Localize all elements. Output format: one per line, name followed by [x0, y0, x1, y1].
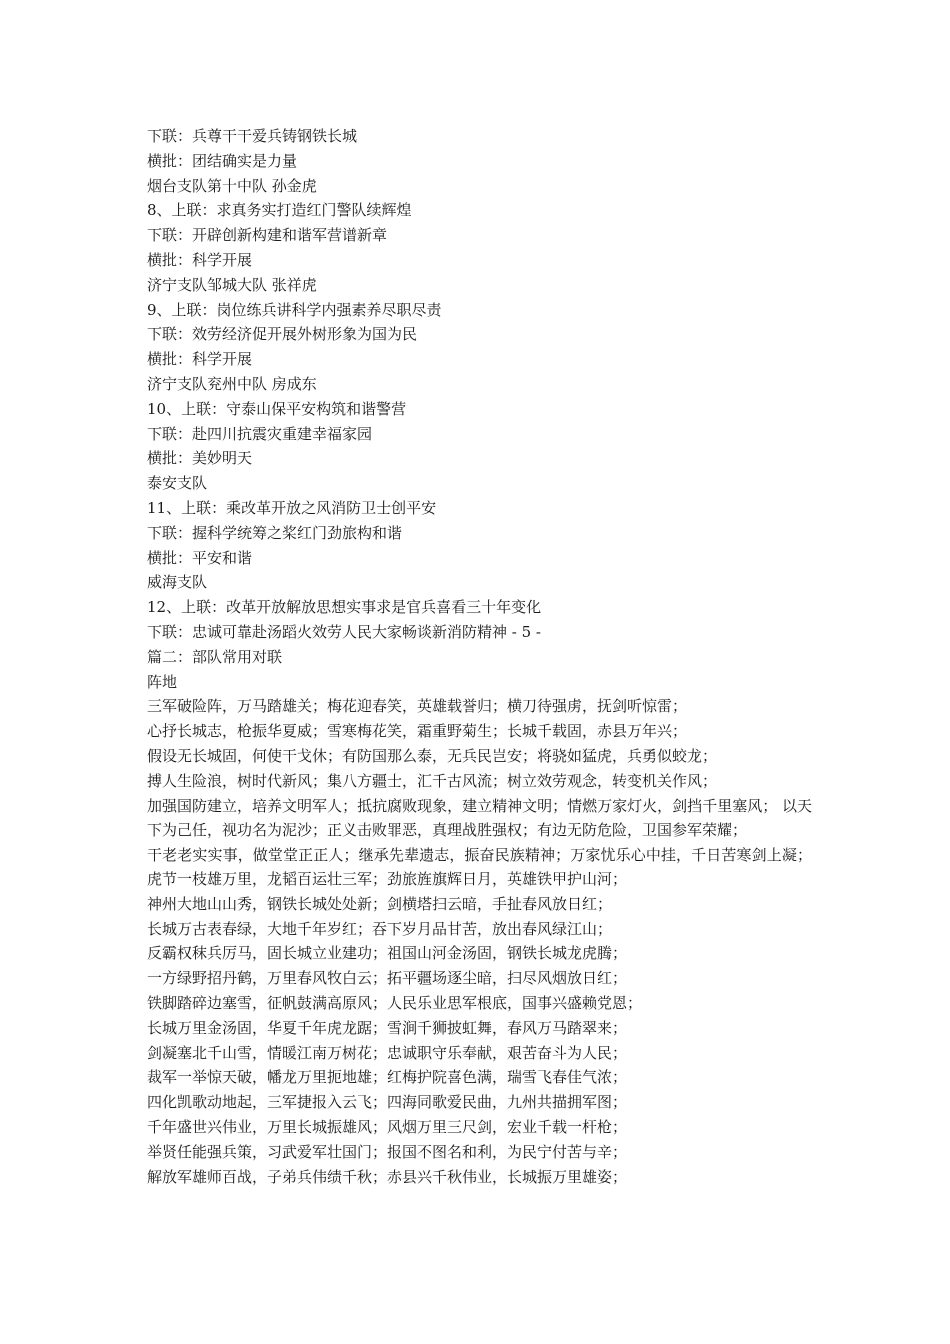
paragraph-2: 干老老实实事，做堂堂正正人；继承先辈遗志，振奋民族精神；万家忧乐心中挂，千日苦寒剑上凝； 虎节一枝雄万里，龙韬百运壮三军；劲旅旌旗辉日月，英雄铁甲护山河； [147, 845, 812, 889]
text-line: 横批：团结确实是力量 [147, 151, 298, 170]
text-line: 解放军雄师百战，子弟兵伟绩千秋；赤县兴千秋伟业，长城振万里雄姿； [147, 1167, 628, 1186]
text-line: 四化凯歌动地起，三军捷报入云飞；四海同歌爱民曲，九州共描拥军图； [147, 1093, 628, 1112]
text-line: 下联：握科学统筹之桨红门劲旅构和谐 [147, 523, 403, 542]
text-line: 举贤任能强兵策，习武爱军壮国门；报国不图名和利，为民宁付苦与辛； [147, 1142, 628, 1161]
text-line: 下联：开辟创新构建和谐军营谱新章 [147, 226, 388, 245]
text-line: 一方绿野招丹鹤，万里春风牧白云；拓平疆场逐尘暗，扫尽风烟放日红； [147, 969, 628, 988]
text-line: 12、上联：改革开放解放思想实事求是官兵喜看三十年变化 [147, 598, 542, 617]
paragraph-1: 加强国防建立，培养文明军人；抵抗腐败现象，建立精神文明；情燃万家灯火，剑挡千里塞风； 以天下为己任，视功名为泥沙；正义击败罪恶，真理战胜强权；有边无防危险，卫国参军荣耀； [147, 796, 812, 840]
text-line: 10、上联：守泰山保平安构筑和谐警营 [147, 399, 407, 418]
text-line: 烟台支队第十中队 孙金虎 [147, 176, 317, 195]
text-line: 下联：效劳经济促开展外树形象为国为民 [147, 325, 418, 344]
text-line: 泰安支队 [147, 474, 208, 493]
text-line: 下联：兵尊干干爱兵铸钢铁长城 [147, 127, 358, 145]
text-line: 下联：忠诚可靠赴汤蹈火效劳人民大家畅谈新消防精神 - 5 - [147, 622, 541, 641]
text-line: 11、上联：乘改革开放之风消防卫士创平安 [147, 498, 437, 517]
text-line: 横批：美妙明天 [147, 449, 253, 468]
text-line: 搏人生险浪，树时代新风；集八方疆士，汇千古风流；树立效劳观念，转变机关作风； [147, 771, 718, 790]
text-line: 神州大地山山秀，钢铁长城处处新；剑横塔扫云暗，手扯春风放日红； [147, 894, 613, 913]
text-line: 裁军一举惊天破，幡龙万里扼地雄；红梅护院喜色满，瑞雪飞春佳气浓； [147, 1068, 628, 1087]
text-block-top [147, 124, 812, 794]
text-line: 铁脚踏碎边塞雪，征帆鼓满高原风；人民乐业思军根底，国事兴盛赖党恩； [147, 994, 643, 1013]
text-line: 篇二：部队常用对联 [147, 647, 283, 666]
text-line: 下联：赴四川抗震灾重建幸福家园 [147, 424, 373, 443]
text-line: 假设无长城固，何使干戈休；有防国那么泰，无兵民岂安；将骁如猛虎，兵勇似蛟龙； [147, 746, 718, 765]
text-line: 济宁支队兖州中队 房成东 [147, 374, 317, 393]
text-line: 三军破险阵，万马踏雄关；梅花迎春笑，英雄载誉归；横刀待强虏，抚剑听惊雷； [147, 697, 688, 716]
text-line: 剑凝塞北千山雪，情暖江南万树花；忠诚职守乐奉献，艰苦奋斗为人民； [147, 1043, 628, 1062]
text-line: 横批：科学开展 [147, 350, 253, 369]
text-line: 长城万里金汤固，华夏千年虎龙踞；雪涧千狮披虹舞，春风万马踏翠来； [147, 1018, 628, 1037]
text-line: 反霸权秣兵厉马，固长城立业建功；祖国山河金汤固，钢铁长城龙虎腾； [147, 944, 628, 963]
text-line: 横批：科学开展 [147, 250, 253, 269]
text-line: 9、上联：岗位练兵讲科学内强素养尽职尽责 [147, 300, 442, 319]
document-page [147, 124, 812, 1189]
text-line: 威海支队 [147, 573, 208, 592]
text-line: 济宁支队邹城大队 张祥虎 [147, 275, 317, 294]
text-line: 8、上联：求真务实打造红门警队续辉煌 [147, 201, 412, 220]
text-line: 心抒长城志，枪振华夏威；雪寒梅花笑，霜重野菊生；长城千载固，赤县万年兴； [147, 722, 688, 741]
text-line: 阵地 [147, 672, 178, 691]
text-block-bottom [147, 892, 812, 1190]
text-line: 横批：平安和谐 [147, 548, 253, 567]
text-line: 长城万古表春绿，大地千年岁红；吞下岁月品甘苦，放出春风绿江山； [147, 919, 613, 938]
text-line: 千年盛世兴伟业，万里长城振雄风；风烟万里三尺剑，宏业千载一杆枪； [147, 1118, 628, 1137]
